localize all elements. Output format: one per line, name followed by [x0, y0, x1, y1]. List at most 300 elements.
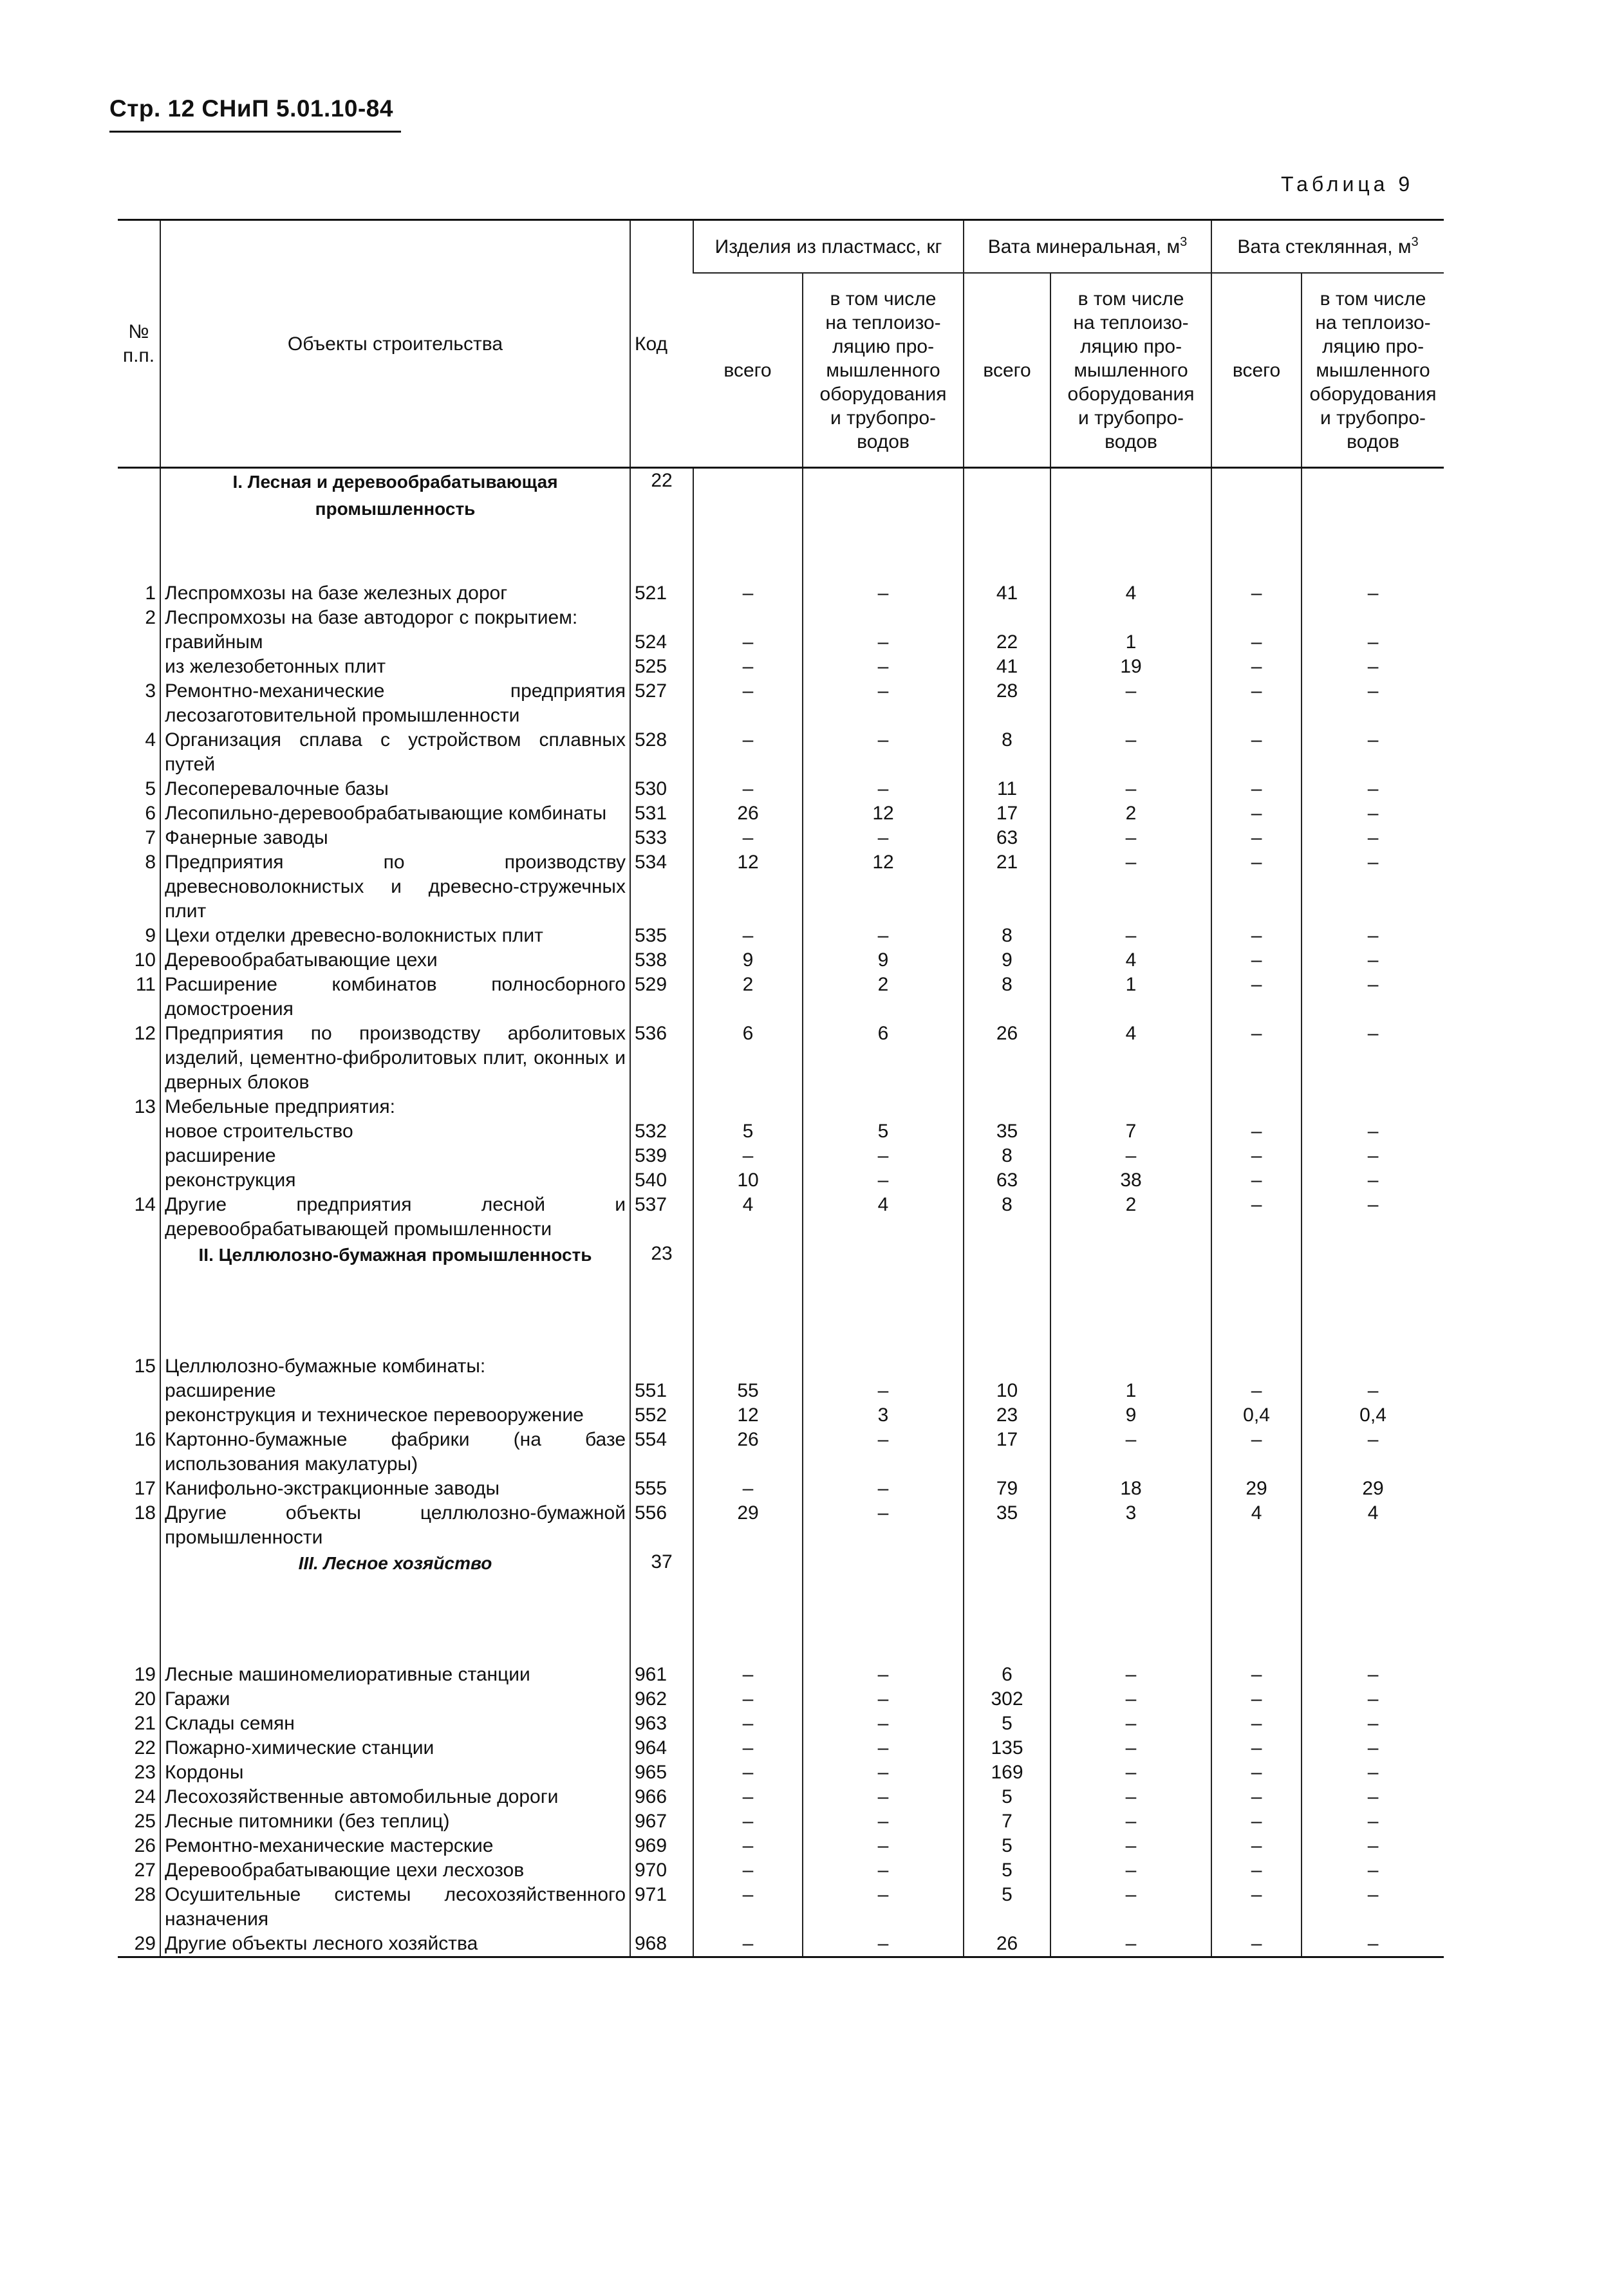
table-row [118, 1883, 1444, 1932]
row-number: 16 [134, 1429, 156, 1450]
value-cell: – [693, 679, 803, 728]
value-cell: – [1302, 1809, 1444, 1834]
col-header-incl: в том числе на теплоизо- ляцию про- мышленного оборудования и трубопро- водов [1050, 273, 1211, 468]
value-cell: – [1302, 1379, 1444, 1403]
value-cell: – [1302, 801, 1444, 826]
table-row [118, 1809, 1444, 1834]
value-cell: 4 [1211, 1501, 1302, 1550]
value-cell: – [1211, 1858, 1302, 1883]
value-cell: – [1211, 1428, 1302, 1477]
value-cell: – [1211, 1760, 1302, 1785]
value-cell: 29 [1211, 1477, 1302, 1501]
table-label: Таблица 9 [1281, 173, 1414, 196]
value-cell: – [803, 1687, 964, 1712]
empty-cell [1211, 1550, 1302, 1663]
table-row [118, 1193, 1444, 1242]
value-cell: – [1050, 1785, 1211, 1809]
object-code [630, 1354, 693, 1379]
empty-cell [803, 1242, 964, 1354]
value-cell: 10 [964, 1379, 1050, 1403]
table-row [118, 1168, 1444, 1193]
section-title: III. Лесное хозяйство [160, 1550, 630, 1663]
value-cell: – [1302, 1687, 1444, 1712]
object-name: Фанерные заводы [160, 826, 630, 850]
value-cell: – [693, 924, 803, 948]
object-name: Организация сплава с устройством сплавных путей [160, 728, 630, 777]
value-cell [1211, 606, 1302, 630]
object-code: 966 [630, 1785, 693, 1809]
value-cell: – [803, 1760, 964, 1785]
value-cell: 12 [693, 850, 803, 924]
value-cell [693, 1354, 803, 1379]
col-header-num: № п.п. [118, 220, 160, 468]
value-cell: 2 [803, 973, 964, 1021]
value-cell: – [693, 630, 803, 655]
object-name: Другие объекты целлюлозно-бумажной промышленности [160, 1501, 630, 1550]
value-cell: – [1211, 1168, 1302, 1193]
object-code: 529 [630, 973, 693, 1021]
value-cell: – [1302, 1858, 1444, 1883]
table-row [118, 606, 1444, 630]
value-cell [1302, 606, 1444, 630]
value-cell: – [803, 1477, 964, 1501]
value-cell [964, 1095, 1050, 1119]
row-number: 13 [134, 1096, 156, 1117]
object-name: Лесные машиномелиоративные станции [160, 1663, 630, 1687]
value-cell: – [803, 777, 964, 801]
value-cell: – [803, 1736, 964, 1760]
object-code: 536 [630, 1021, 693, 1095]
value-cell: – [803, 1785, 964, 1809]
value-cell: 12 [803, 850, 964, 924]
value-cell: – [1050, 1712, 1211, 1736]
object-code: 556 [630, 1501, 693, 1550]
empty-cell [1302, 1242, 1444, 1354]
value-cell: – [1302, 1021, 1444, 1095]
object-code: 533 [630, 826, 693, 850]
value-cell: – [1211, 1379, 1302, 1403]
value-cell: – [1211, 1883, 1302, 1932]
value-cell: – [1211, 1144, 1302, 1168]
row-number: 17 [134, 1478, 156, 1499]
value-cell: – [1302, 1168, 1444, 1193]
value-cell: – [1211, 924, 1302, 948]
object-name: Ремонтно-механические предприятия лесозаготовительной промышленности [160, 679, 630, 728]
value-cell [803, 606, 964, 630]
value-cell [1050, 606, 1211, 630]
table-row [118, 1428, 1444, 1477]
object-code: 971 [630, 1883, 693, 1932]
table-row [118, 1095, 1444, 1119]
col-header-object: Объекты строительства [160, 220, 630, 468]
table-row [118, 924, 1444, 948]
value-cell: 9 [693, 948, 803, 973]
value-cell: – [1302, 1663, 1444, 1687]
value-cell [1211, 1095, 1302, 1119]
value-cell: – [803, 679, 964, 728]
value-cell [964, 1354, 1050, 1379]
value-cell: 4 [693, 1193, 803, 1242]
value-cell: – [693, 1932, 803, 1957]
empty-cell [1302, 1550, 1444, 1663]
value-cell: – [1211, 655, 1302, 679]
table-row [118, 581, 1444, 606]
value-cell: – [1211, 1932, 1302, 1957]
value-cell: 17 [964, 801, 1050, 826]
value-cell: 63 [964, 1168, 1050, 1193]
object-code: 524 [630, 630, 693, 655]
table-row [118, 1736, 1444, 1760]
value-cell: – [693, 1858, 803, 1883]
value-cell: – [1302, 728, 1444, 777]
col-header-total: всего [964, 273, 1050, 468]
table-row [118, 1932, 1444, 1957]
row-number: 21 [134, 1713, 156, 1734]
row-number [118, 1119, 160, 1144]
value-cell: – [693, 655, 803, 679]
value-cell: 23 [964, 1403, 1050, 1428]
row-number [118, 630, 160, 655]
empty-cell [1211, 1242, 1302, 1354]
section-title: I. Лесная и деревообрабатывающая промышленность [160, 468, 630, 582]
object-code: 525 [630, 655, 693, 679]
value-cell: – [1302, 1736, 1444, 1760]
object-code [630, 1095, 693, 1119]
object-name: Пожарно-химические станции [160, 1736, 630, 1760]
title-underline [109, 131, 401, 133]
row-number: 22 [134, 1737, 156, 1758]
value-cell: – [803, 1379, 964, 1403]
value-cell: 79 [964, 1477, 1050, 1501]
value-cell: 26 [693, 801, 803, 826]
value-cell: – [1302, 1883, 1444, 1932]
value-cell: 11 [964, 777, 1050, 801]
table-row [118, 1687, 1444, 1712]
value-cell: – [1211, 850, 1302, 924]
object-name: Деревообрабатывающие цехи лесхозов [160, 1858, 630, 1883]
col-group-glass: Вата стеклянная, $м^3$ [1211, 220, 1444, 274]
row-number: 27 [134, 1860, 156, 1881]
value-cell: 29 [1302, 1477, 1444, 1501]
row-number [118, 1379, 160, 1403]
row-number [118, 1403, 160, 1428]
table-row [118, 1403, 1444, 1428]
value-cell: – [1050, 1663, 1211, 1687]
empty-cell [693, 468, 803, 582]
section-header-row [118, 1242, 1444, 1354]
value-cell: – [1050, 850, 1211, 924]
object-name: Предприятия по производству древесноволокнистых и древесно-стружечных плит [160, 850, 630, 924]
value-cell: 12 [803, 801, 964, 826]
value-cell: – [1302, 655, 1444, 679]
object-code: 968 [630, 1932, 693, 1957]
value-cell: – [1211, 1785, 1302, 1809]
section-code: 23 [630, 1242, 693, 1354]
object-code: 539 [630, 1144, 693, 1168]
value-cell: 7 [964, 1809, 1050, 1834]
value-cell: – [1302, 1428, 1444, 1477]
value-cell: – [1302, 924, 1444, 948]
value-cell: – [693, 728, 803, 777]
value-cell: 28 [964, 679, 1050, 728]
object-name: новое строительство [160, 1119, 630, 1144]
value-cell: – [1211, 728, 1302, 777]
table-row [118, 948, 1444, 973]
row-number: 7 [145, 827, 156, 848]
row-number: 28 [134, 1884, 156, 1905]
value-cell: – [1211, 948, 1302, 973]
object-name: Леспромхозы на базе железных дорог [160, 581, 630, 606]
value-cell: – [803, 1144, 964, 1168]
value-cell [1211, 1354, 1302, 1379]
value-cell: – [803, 1428, 964, 1477]
value-cell: 5 [803, 1119, 964, 1144]
object-name: реконструкция [160, 1168, 630, 1193]
value-cell: 41 [964, 655, 1050, 679]
object-name: Расширение комбинатов полносборного домостроения [160, 973, 630, 1021]
table-row [118, 777, 1444, 801]
empty-cell [803, 468, 964, 582]
value-cell: 29 [693, 1501, 803, 1550]
value-cell: 26 [964, 1932, 1050, 1957]
value-cell: – [1302, 1193, 1444, 1242]
value-cell: – [1302, 630, 1444, 655]
object-code: 554 [630, 1428, 693, 1477]
object-code: 540 [630, 1168, 693, 1193]
value-cell: – [803, 1712, 964, 1736]
empty-cell [964, 1550, 1050, 1663]
value-cell: – [1050, 1428, 1211, 1477]
object-name: Лесоперевалочные базы [160, 777, 630, 801]
value-cell: – [803, 1883, 964, 1932]
object-name: Мебельные предприятия: [160, 1095, 630, 1119]
empty-cell [964, 468, 1050, 582]
value-cell [964, 606, 1050, 630]
row-number: 25 [134, 1811, 156, 1832]
section-num-cell [118, 1242, 160, 1354]
value-cell: 6 [803, 1021, 964, 1095]
row-number: 26 [134, 1835, 156, 1856]
value-cell: 8 [964, 728, 1050, 777]
object-name: Лесохозяйственные автомобильные дороги [160, 1785, 630, 1809]
value-cell: – [1050, 1809, 1211, 1834]
empty-cell [964, 1242, 1050, 1354]
value-cell: – [803, 1858, 964, 1883]
value-cell [1050, 1354, 1211, 1379]
col-header-incl: в том числе на теплоизо- ляцию про- мышленного оборудования и трубопро- водов [803, 273, 964, 468]
value-cell: – [803, 1809, 964, 1834]
value-cell: – [693, 1712, 803, 1736]
row-number: 1 [145, 583, 156, 604]
object-name: Кордоны [160, 1760, 630, 1785]
object-name: из железобетонных плит [160, 655, 630, 679]
object-code: 551 [630, 1379, 693, 1403]
value-cell [1302, 1095, 1444, 1119]
object-name: реконструкция и техническое перевооружение [160, 1403, 630, 1428]
value-cell: 1 [1050, 973, 1211, 1021]
row-number: 29 [118, 1932, 160, 1957]
col-header-total: всего [693, 273, 803, 468]
table-row [118, 1760, 1444, 1785]
value-cell [1050, 1095, 1211, 1119]
value-cell: – [1050, 826, 1211, 850]
value-cell: – [1302, 1712, 1444, 1736]
row-number: 23 [134, 1762, 156, 1783]
object-code: 967 [630, 1809, 693, 1834]
value-cell: 26 [693, 1428, 803, 1477]
row-number: 12 [134, 1023, 156, 1044]
value-cell: – [693, 581, 803, 606]
value-cell: 1 [1050, 630, 1211, 655]
value-cell: 9 [964, 948, 1050, 973]
value-cell: 302 [964, 1687, 1050, 1712]
table-row [118, 1379, 1444, 1403]
data-table [118, 219, 1444, 1958]
table-body [118, 468, 1444, 1957]
value-cell: 5 [693, 1119, 803, 1144]
value-cell: 41 [964, 581, 1050, 606]
value-cell: 169 [964, 1760, 1050, 1785]
table-row [118, 1144, 1444, 1168]
table-row [118, 1501, 1444, 1550]
row-number: 3 [145, 680, 156, 702]
value-cell: 5 [964, 1858, 1050, 1883]
empty-cell [1302, 468, 1444, 582]
value-cell: – [1211, 826, 1302, 850]
col-header-incl: в том числе на теплоизо- ляцию про- мышленного оборудования и трубопро- водов [1302, 273, 1444, 468]
value-cell: 22 [964, 630, 1050, 655]
table-row [118, 826, 1444, 850]
value-cell: 5 [964, 1712, 1050, 1736]
row-number: 4 [145, 729, 156, 751]
object-name: гравийным [160, 630, 630, 655]
value-cell: – [1302, 948, 1444, 973]
value-cell: – [693, 1760, 803, 1785]
object-code: 538 [630, 948, 693, 973]
object-code [630, 606, 693, 630]
value-cell: – [1302, 826, 1444, 850]
value-cell: 26 [964, 1021, 1050, 1095]
value-cell: – [1211, 973, 1302, 1021]
object-name: Картонно-бумажные фабрики (на базе использования макулатуры) [160, 1428, 630, 1477]
value-cell: – [1302, 973, 1444, 1021]
value-cell: 63 [964, 826, 1050, 850]
value-cell: – [1302, 1785, 1444, 1809]
value-cell: – [1211, 630, 1302, 655]
page-title: Стр. 12 СНиП 5.01.10-84 [109, 95, 393, 122]
row-number [118, 1168, 160, 1193]
object-code: 527 [630, 679, 693, 728]
table-row [118, 1663, 1444, 1687]
row-number: 24 [134, 1786, 156, 1807]
object-code: 970 [630, 1858, 693, 1883]
value-cell: 10 [693, 1168, 803, 1193]
value-cell: – [1211, 1712, 1302, 1736]
row-number: 10 [134, 949, 156, 971]
value-cell: – [1211, 1687, 1302, 1712]
object-code: 532 [630, 1119, 693, 1144]
value-cell: 4 [1050, 1021, 1211, 1095]
value-cell: 55 [693, 1379, 803, 1403]
table-row [118, 801, 1444, 826]
value-cell: 9 [1050, 1403, 1211, 1428]
value-cell: – [1050, 1760, 1211, 1785]
value-cell: – [1211, 1809, 1302, 1834]
value-cell: 9 [803, 948, 964, 973]
value-cell: 8 [964, 973, 1050, 1021]
object-name: Целлюлозно-бумажные комбинаты: [160, 1354, 630, 1379]
empty-cell [803, 1550, 964, 1663]
table-row [118, 973, 1444, 1021]
value-cell: – [693, 1834, 803, 1858]
value-cell: – [693, 1663, 803, 1687]
value-cell: – [1211, 679, 1302, 728]
value-cell: – [1302, 679, 1444, 728]
object-code: 535 [630, 924, 693, 948]
value-cell: 3 [803, 1403, 964, 1428]
section-code: 37 [630, 1550, 693, 1663]
empty-cell [693, 1550, 803, 1663]
value-cell: – [803, 1501, 964, 1550]
value-cell: 2 [693, 973, 803, 1021]
value-cell [693, 1095, 803, 1119]
value-cell: 5 [964, 1834, 1050, 1858]
object-name: Осушительные системы лесохозяйственного назначения [160, 1883, 630, 1932]
object-code: 521 [630, 581, 693, 606]
value-cell: – [693, 1809, 803, 1834]
value-cell: – [1302, 581, 1444, 606]
value-cell: 0,4 [1302, 1403, 1444, 1428]
value-cell: – [1302, 1932, 1444, 1957]
value-cell: – [693, 1144, 803, 1168]
object-name: Лесопильно-деревообрабатывающие комбинаты [160, 801, 630, 826]
table-row [118, 850, 1444, 924]
row-number: 9 [145, 925, 156, 946]
row-number: 5 [145, 778, 156, 799]
value-cell: – [1211, 1663, 1302, 1687]
row-number: 8 [145, 852, 156, 873]
object-code: 962 [630, 1687, 693, 1712]
object-name: расширение [160, 1379, 630, 1403]
object-code: 964 [630, 1736, 693, 1760]
value-cell: – [803, 924, 964, 948]
value-cell: – [803, 728, 964, 777]
value-cell: – [693, 1736, 803, 1760]
object-name: Леспромхозы на базе автодорог с покрытием: [160, 606, 630, 630]
value-cell: – [803, 826, 964, 850]
object-name: Другие объекты лесного хозяйства [160, 1932, 630, 1957]
object-code: 528 [630, 728, 693, 777]
object-name: Склады семян [160, 1712, 630, 1736]
value-cell: 2 [1050, 801, 1211, 826]
value-cell: – [1302, 1760, 1444, 1785]
col-header-code: Код [630, 220, 693, 468]
value-cell: – [1050, 1144, 1211, 1168]
table-row [118, 630, 1444, 655]
table-row [118, 655, 1444, 679]
value-cell: 2 [1050, 1193, 1211, 1242]
object-code: 963 [630, 1712, 693, 1736]
value-cell: 8 [964, 924, 1050, 948]
value-cell: – [1302, 1834, 1444, 1858]
value-cell [803, 1354, 964, 1379]
row-number: 6 [145, 803, 156, 824]
value-cell: 6 [693, 1021, 803, 1095]
value-cell: 8 [964, 1193, 1050, 1242]
value-cell: 4 [1050, 581, 1211, 606]
object-name: Другие предприятия лесной и деревообрабатывающей промышленности [160, 1193, 630, 1242]
value-cell: – [693, 1687, 803, 1712]
